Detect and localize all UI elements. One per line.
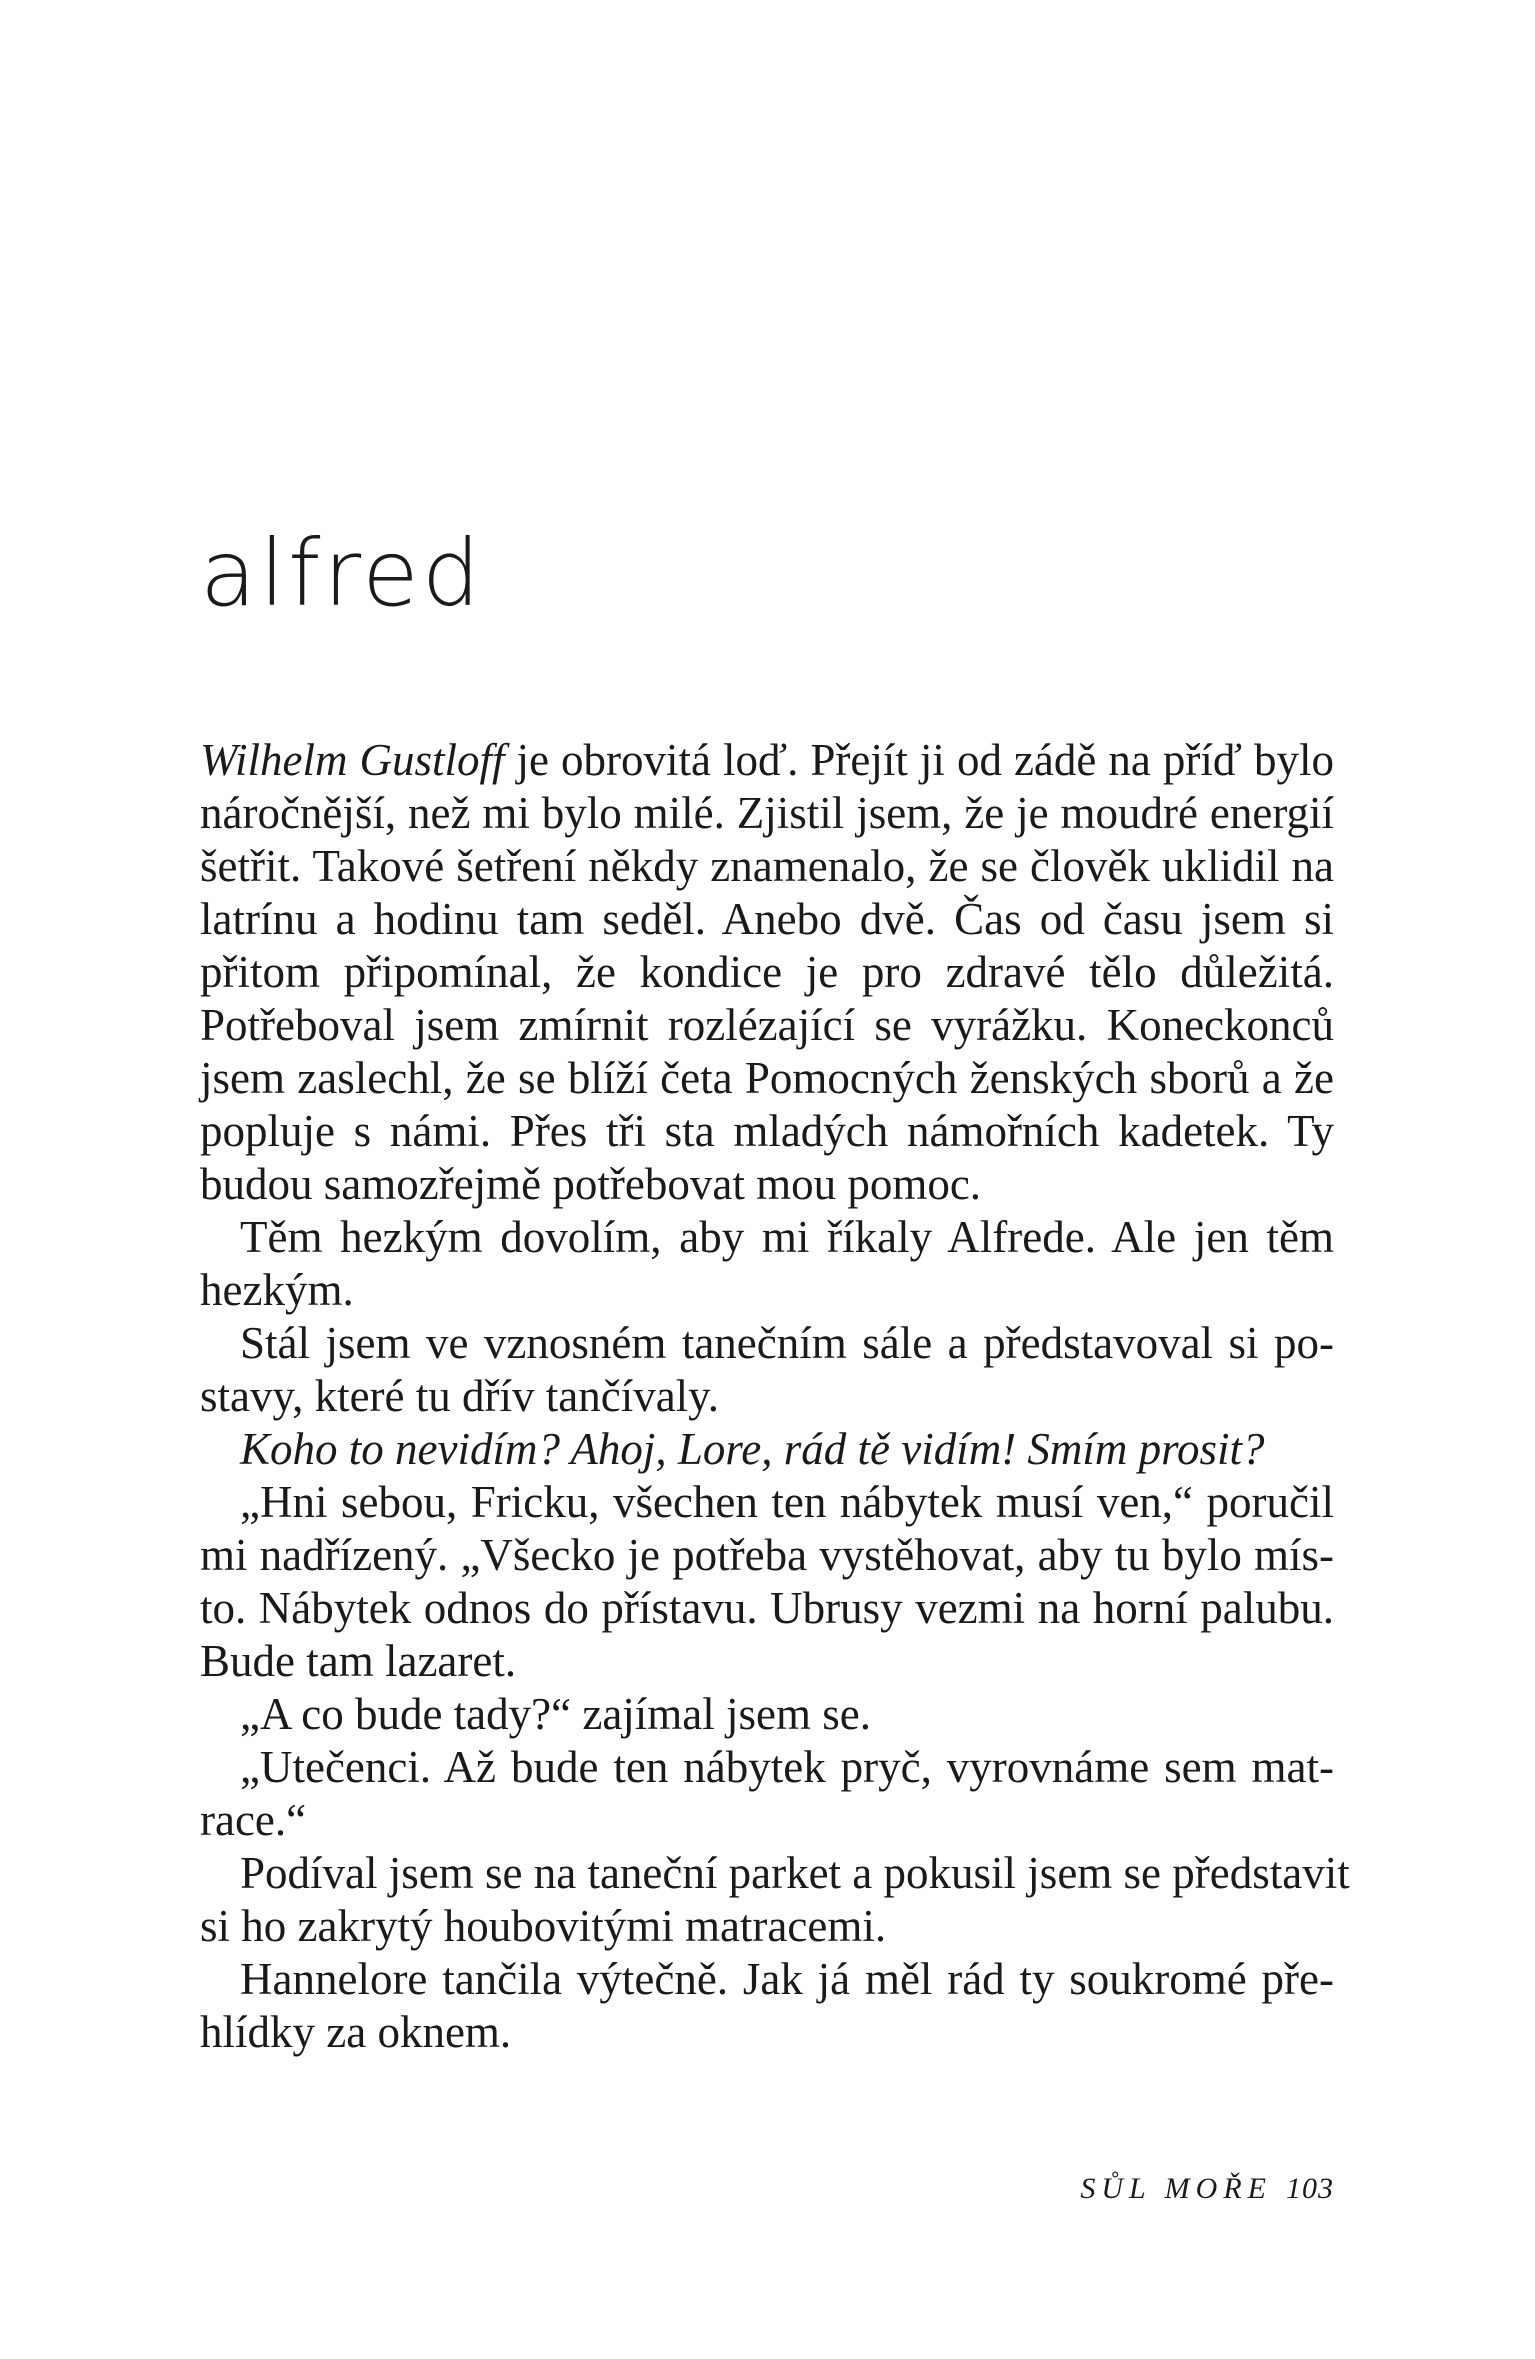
chapter-body <box>200 734 1350 2059</box>
text-line-24: Hannelore tančila výtečně. Jak já měl rád ty soukromé pře- <box>240 1954 1334 2004</box>
text-line-23: si ho zakrytý houbovitými matracemi. <box>200 1901 887 1951</box>
text-line-8: popluje s námi. Přes tři sta mladých námořních kadetek. Ty <box>200 1106 1334 1156</box>
text-line-11: hezkým. <box>200 1265 354 1315</box>
text-line-7: jsem zaslechl, že se blíží četa Pomocných ženských sborů a že <box>200 1053 1334 1103</box>
text-line-18: Bude tam lazaret. <box>200 1636 517 1686</box>
text-line-10: Těm hezkým dovolím, aby mi říkaly Alfrede. Ale jen těm <box>240 1212 1334 1262</box>
text-line-14: Koho to nevidím? Ahoj, Lore, rád tě vidím! Smím prosit? <box>240 1424 1265 1474</box>
page-number: 103 <box>1286 2172 1334 2205</box>
text-line-15: „Hni sebou, Fricku, všechen ten nábytek musí ven,“ poručil <box>240 1477 1334 1527</box>
text-line-9: budou samozřejmě potřebovat mou pomoc. <box>200 1159 982 1209</box>
text-line-20: „Utečenci. Až bude ten nábytek pryč, vyrovnáme sem mat- <box>240 1742 1334 1792</box>
ship-name: Wilhelm Gustloff <box>200 735 505 785</box>
text-line-12: Stál jsem ve vznosném tanečním sále a představoval si po- <box>240 1318 1334 1368</box>
text-line-1: Wilhelm Gustloff je obrovitá loď. Přejít ji od zádě na příď bylo <box>200 735 1334 785</box>
text-line-6: Potřeboval jsem zmírnit rozlézající se vyrážku. Koneckonců <box>200 1000 1334 1050</box>
text-line-21: race.“ <box>200 1795 307 1845</box>
chapter-title: alfred <box>200 520 484 627</box>
text-line-17: to. Nábytek odnos do přístavu. Ubrusy vezmi na horní palubu. <box>200 1583 1334 1633</box>
text-line-25: hlídky za oknem. <box>200 2007 512 2057</box>
text-line-16: mi nadřízený. „Všecko je potřeba vystěhovat, aby tu bylo mís- <box>200 1530 1334 1580</box>
text-line-13: stavy, které tu dřív tančívaly. <box>200 1371 719 1421</box>
text-line-3: šetřit. Takové šetření někdy znamenalo, že se člověk uklidil na <box>200 841 1334 891</box>
text-line-4: latrínu a hodinu tam seděl. Anebo dvě. Čas od času jsem si <box>200 894 1334 944</box>
page-footer <box>1080 2172 1334 2206</box>
text-line-22: Podíval jsem se na taneční parket a pokusil jsem se představit <box>240 1848 1350 1898</box>
running-title: SŮL MOŘE <box>1080 2172 1272 2205</box>
text-line-19: „A co bude tady?“ zajímal jsem se. <box>240 1689 872 1739</box>
text-line-5: přitom připomínal, že kondice je pro zdravé tělo důležitá. <box>200 947 1334 997</box>
text-line-2: náročnější, než mi bylo milé. Zjistil jsem, že je moudré energií <box>200 788 1334 838</box>
